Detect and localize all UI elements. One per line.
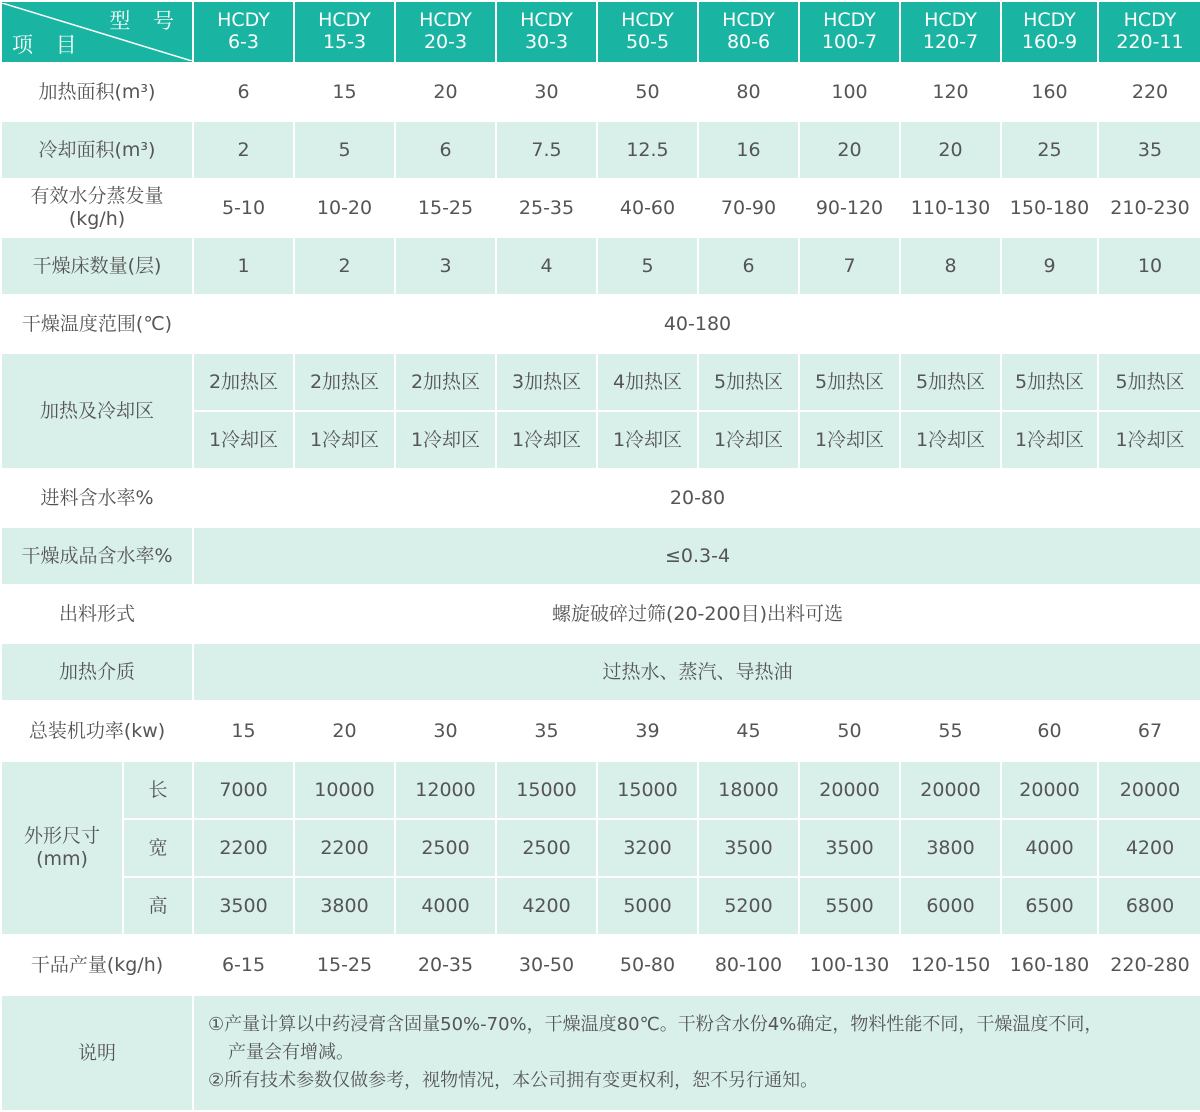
evaporation-row — [1, 179, 1200, 237]
power-row-value: 20 — [294, 701, 395, 761]
output-row-value: 20-35 — [395, 935, 496, 995]
heating-area-row-value: 30 — [496, 63, 597, 121]
header-model-cell — [294, 1, 395, 63]
heating-area-row-value: 6 — [193, 63, 294, 121]
feed-moisture-row-value: 20-80 — [193, 469, 1200, 527]
dimensions-width-row — [1, 819, 1200, 877]
notes-line1: ①产量计算以中药浸膏含固量50%-70%，干燥温度80℃。干粉含水份4%确定，物料性能不同，干燥温度不同， — [208, 1014, 1103, 1035]
dimensions-length-value: 12000 — [395, 761, 496, 819]
header-item-label: 项 目 — [12, 32, 85, 57]
header-model-cell — [395, 1, 496, 63]
cooling-area-row-value: 35 — [1098, 121, 1200, 179]
output-row-value: 80-100 — [698, 935, 799, 995]
bed-layers-row — [1, 237, 1200, 295]
dimensions-width-value: 2200 — [193, 819, 294, 877]
evaporation-row-value: 110-130 — [900, 179, 1001, 237]
dimensions-height-value: 5200 — [698, 877, 799, 935]
evaporation-row-value: 15-25 — [395, 179, 496, 237]
heating-area-row-label: 加热面积(m³) — [1, 63, 193, 121]
bed-layers-row-value: 4 — [496, 237, 597, 295]
discharge-row-label: 出料形式 — [1, 585, 193, 643]
dimensions-height-row — [1, 877, 1200, 935]
output-row-value: 220-280 — [1098, 935, 1200, 995]
zones-cooling-value: 1冷却区 — [193, 411, 294, 469]
zones-heating-value: 5加热区 — [698, 353, 799, 411]
heating-area-row — [1, 63, 1200, 121]
dimensions-length-value: 15000 — [496, 761, 597, 819]
power-row-label: 总装机功率(kw) — [1, 701, 193, 761]
model-name-line1: HCDY — [722, 9, 775, 32]
dimensions-length-row — [1, 761, 1200, 819]
cooling-area-row-value: 16 — [698, 121, 799, 179]
dimensions-length-value: 20000 — [900, 761, 1001, 819]
notes-line1-continued: 产量会有增减。 — [228, 1042, 354, 1063]
heating-area-row-value: 80 — [698, 63, 799, 121]
bed-layers-row-value: 10 — [1098, 237, 1200, 295]
evaporation-row-value: 25-35 — [496, 179, 597, 237]
dimensions-height-value: 3800 — [294, 877, 395, 935]
output-row-value: 50-80 — [597, 935, 698, 995]
evaporation-row-value: 90-120 — [799, 179, 900, 237]
zones-cooling-value: 1冷却区 — [900, 411, 1001, 469]
cooling-area-row-value: 20 — [900, 121, 1001, 179]
model-name-line2: 220-11 — [1116, 31, 1184, 53]
power-row-value: 35 — [496, 701, 597, 761]
dimensions-width-label: 宽 — [123, 819, 193, 877]
model-name-line2: 15-3 — [322, 31, 367, 53]
evaporation-row-label — [1, 179, 193, 237]
bed-layers-row-value: 8 — [900, 237, 1001, 295]
dimensions-height-value: 3500 — [193, 877, 294, 935]
model-name-line1: HCDY — [1023, 9, 1076, 32]
zones-cooling-value: 1冷却区 — [1001, 411, 1098, 469]
model-name-line2: 120-7 — [922, 31, 979, 53]
model-name-line1: HCDY — [1123, 9, 1177, 32]
header-model-cell — [1098, 1, 1200, 63]
dimensions-width-value: 2200 — [294, 819, 395, 877]
dimensions-height-value: 4000 — [395, 877, 496, 935]
evaporation-row-value: 40-60 — [597, 179, 698, 237]
notes-label: 说明 — [1, 995, 193, 1111]
output-row-value: 160-180 — [1001, 935, 1098, 995]
zones-heating-value: 5加热区 — [1001, 353, 1098, 411]
notes-row — [1, 995, 1200, 1111]
model-name-line2: 160-9 — [1021, 31, 1078, 53]
dimensions-length-label: 长 — [123, 761, 193, 819]
zones-cooling-value: 1冷却区 — [294, 411, 395, 469]
model-name-line2: 6-3 — [227, 31, 260, 53]
model-name-line1: HCDY — [520, 9, 573, 32]
evaporation-label-line2: (kg/h) — [68, 208, 126, 230]
power-row-value: 39 — [597, 701, 698, 761]
evaporation-row-value: 210-230 — [1098, 179, 1200, 237]
header-model-cell — [900, 1, 1001, 63]
dimensions-width-value: 2500 — [496, 819, 597, 877]
zones-heating-value: 5加热区 — [1098, 353, 1200, 411]
model-name-line1: HCDY — [621, 9, 674, 32]
header-model-cell — [193, 1, 294, 63]
dimensions-length-value: 20000 — [799, 761, 900, 819]
cooling-area-row-value: 5 — [294, 121, 395, 179]
bed-layers-row-value: 9 — [1001, 237, 1098, 295]
header-model-cell — [799, 1, 900, 63]
zones-heating-value: 2加热区 — [193, 353, 294, 411]
model-name-line2: 30-3 — [524, 31, 569, 53]
cooling-area-row-value: 7.5 — [496, 121, 597, 179]
evaporation-row-value: 10-20 — [294, 179, 395, 237]
temp-range-row-label: 干燥温度范围(℃) — [1, 295, 193, 353]
dimensions-length-value: 15000 — [597, 761, 698, 819]
header-model-cell — [1001, 1, 1098, 63]
cooling-area-row-value: 20 — [799, 121, 900, 179]
header-model-cell — [698, 1, 799, 63]
zones-cooling-value: 1冷却区 — [698, 411, 799, 469]
dimensions-label-line2: (mm) — [36, 848, 88, 870]
power-row-value: 67 — [1098, 701, 1200, 761]
power-row — [1, 701, 1200, 761]
header-model-cell — [496, 1, 597, 63]
dimensions-label-line1: 外形尺寸 — [23, 825, 100, 848]
feed-moisture-row-label: 进料含水率% — [1, 469, 193, 527]
zones-label: 加热及冷却区 — [1, 353, 193, 469]
zones-heating-row — [1, 353, 1200, 411]
evaporation-label-line1: 有效水分蒸发量 — [30, 185, 164, 208]
model-name-line1: HCDY — [318, 9, 371, 32]
dimensions-length-value: 20000 — [1098, 761, 1200, 819]
output-row-value: 120-150 — [900, 935, 1001, 995]
model-name-line2: 20-3 — [423, 31, 468, 53]
bed-layers-row-value: 7 — [799, 237, 900, 295]
zones-heating-value: 2加热区 — [294, 353, 395, 411]
discharge-row — [1, 585, 1200, 643]
dimensions-height-value: 6000 — [900, 877, 1001, 935]
zones-cooling-value: 1冷却区 — [395, 411, 496, 469]
heating-area-row-value: 220 — [1098, 63, 1200, 121]
power-row-value: 55 — [900, 701, 1001, 761]
product-moisture-row-label: 干燥成品含水率% — [1, 527, 193, 585]
dimensions-width-value: 3200 — [597, 819, 698, 877]
zones-cooling-value: 1冷却区 — [496, 411, 597, 469]
bed-layers-row-value: 3 — [395, 237, 496, 295]
temp-range-row — [1, 295, 1200, 353]
cooling-area-row — [1, 121, 1200, 179]
bed-layers-row-value: 5 — [597, 237, 698, 295]
model-name-line1: HCDY — [419, 9, 472, 32]
cooling-area-row-label: 冷却面积(m³) — [1, 121, 193, 179]
model-name-line2: 100-7 — [821, 31, 878, 53]
heating-medium-row — [1, 643, 1200, 701]
dimensions-height-value: 5000 — [597, 877, 698, 935]
power-row-value: 15 — [193, 701, 294, 761]
heating-area-row-value: 50 — [597, 63, 698, 121]
cooling-area-row-value: 12.5 — [597, 121, 698, 179]
dimensions-label — [1, 761, 123, 935]
dimensions-width-value: 3500 — [698, 819, 799, 877]
notes-content — [193, 995, 1200, 1111]
temp-range-row-value: 40-180 — [193, 295, 1200, 353]
power-row-value: 30 — [395, 701, 496, 761]
dimensions-width-value: 4200 — [1098, 819, 1200, 877]
dimensions-width-value: 2500 — [395, 819, 496, 877]
cooling-area-row-value: 2 — [193, 121, 294, 179]
output-row-value: 6-15 — [193, 935, 294, 995]
dimensions-height-value: 4200 — [496, 877, 597, 935]
bed-layers-row-value: 1 — [193, 237, 294, 295]
zones-heating-value: 5加热区 — [900, 353, 1001, 411]
dimensions-height-label: 高 — [123, 877, 193, 935]
output-row-label: 干品产量(kg/h) — [1, 935, 193, 995]
header-row — [1, 1, 1200, 63]
evaporation-row-value: 70-90 — [698, 179, 799, 237]
heating-medium-row-label: 加热介质 — [1, 643, 193, 701]
dimensions-height-value: 5500 — [799, 877, 900, 935]
heating-area-row-value: 120 — [900, 63, 1001, 121]
dimensions-length-value: 18000 — [698, 761, 799, 819]
model-name-line2: 50-5 — [625, 31, 670, 53]
zones-cooling-value: 1冷却区 — [1098, 411, 1200, 469]
output-row-value: 15-25 — [294, 935, 395, 995]
model-name-line1: HCDY — [823, 9, 876, 32]
zones-heating-value: 5加热区 — [799, 353, 900, 411]
evaporation-row-value: 150-180 — [1001, 179, 1098, 237]
cooling-area-row-value: 6 — [395, 121, 496, 179]
evaporation-row-value: 5-10 — [193, 179, 294, 237]
header-model-label: 型 号 — [109, 9, 182, 33]
bed-layers-row-value: 2 — [294, 237, 395, 295]
heating-area-row-value: 100 — [799, 63, 900, 121]
output-row-value: 100-130 — [799, 935, 900, 995]
heating-area-row-value: 15 — [294, 63, 395, 121]
heating-area-row-value: 20 — [395, 63, 496, 121]
zones-heating-value: 4加热区 — [597, 353, 698, 411]
dimensions-width-value: 3500 — [799, 819, 900, 877]
zones-heating-value: 3加热区 — [496, 353, 597, 411]
header-corner-cell — [1, 1, 193, 63]
heating-area-row-value: 160 — [1001, 63, 1098, 121]
power-row-value: 50 — [799, 701, 900, 761]
output-row-value: 30-50 — [496, 935, 597, 995]
power-row-value: 45 — [698, 701, 799, 761]
bed-layers-row-value: 6 — [698, 237, 799, 295]
dimensions-length-value: 7000 — [193, 761, 294, 819]
dimensions-width-value: 3800 — [900, 819, 1001, 877]
power-row-value: 60 — [1001, 701, 1098, 761]
notes-line2: ②所有技术参数仅做参考，视物情况，本公司拥有变更权利，恕不另行通知。 — [208, 1070, 819, 1091]
dimensions-length-value: 10000 — [294, 761, 395, 819]
header-model-cell — [597, 1, 698, 63]
model-name-line1: HCDY — [924, 9, 977, 32]
cooling-area-row-value: 25 — [1001, 121, 1098, 179]
heating-medium-row-value: 过热水、蒸汽、导热油 — [193, 643, 1200, 701]
header-corner — [2, 3, 192, 61]
dimensions-length-value: 20000 — [1001, 761, 1098, 819]
product-moisture-row — [1, 527, 1200, 585]
feed-moisture-row — [1, 469, 1200, 527]
zones-cooling-value: 1冷却区 — [799, 411, 900, 469]
output-row — [1, 935, 1200, 995]
zones-cooling-value: 1冷却区 — [597, 411, 698, 469]
dimensions-height-value: 6500 — [1001, 877, 1098, 935]
model-name-line2: 80-6 — [726, 31, 771, 53]
zones-heating-value: 2加热区 — [395, 353, 496, 411]
dimensions-height-value: 6800 — [1098, 877, 1200, 935]
product-moisture-row-value: ≤0.3-4 — [193, 527, 1200, 585]
discharge-row-value: 螺旋破碎过筛(20-200目)出料可选 — [193, 585, 1200, 643]
bed-layers-row-label: 干燥床数量(层) — [1, 237, 193, 295]
dimensions-width-value: 4000 — [1001, 819, 1098, 877]
model-name-line1: HCDY — [217, 9, 270, 32]
